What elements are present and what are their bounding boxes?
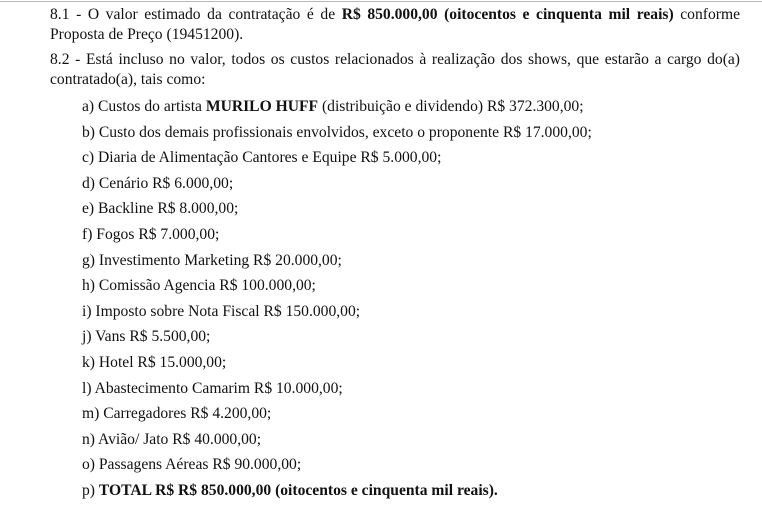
cost-item-a-suffix: (distribuição e dividendo) R$ 372.300,00; <box>318 98 584 115</box>
cost-item-e: e) Backline R$ 8.000,00; <box>82 200 239 218</box>
document-body <box>50 3 740 507</box>
cost-item-l: l) Abastecimento Camarim R$ 10.000,00; <box>82 379 343 397</box>
cost-item-a-prefix: a) Custos do artista <box>82 98 206 115</box>
cost-item-j: j) Vans R$ 5.500,00; <box>82 328 211 346</box>
cost-item-n: n) Avião/ Jato R$ 40.000,00; <box>82 430 262 448</box>
artist-name: MURILO HUFF <box>205 98 319 115</box>
clause-8-1 <box>50 5 740 44</box>
cost-item-b: b) Custo dos demais profissionais envolvidos, exceto o proponente R$ 17.000,00; <box>82 123 592 141</box>
cost-item-k: k) Hotel R$ 15.000,00; <box>82 353 227 371</box>
cost-item-m: m) Carregadores R$ 4.200,00; <box>82 405 272 423</box>
cost-item-a <box>82 97 740 123</box>
cost-item-f: f) Fogos R$ 7.000,00; <box>82 225 220 243</box>
clause-8-1-amount: R$ 850.000,00 (oitocentos e cinquenta mil reais) <box>341 6 674 23</box>
cost-item-o: o) Passagens Aéreas R$ 90.000,00; <box>82 456 302 474</box>
top-divider <box>0 1 762 2</box>
clause-8-1-prefix: 8.1 - O valor estimado da contratação é de <box>50 6 342 23</box>
cost-item-d: d) Cenário R$ 6.000,00; <box>82 174 234 192</box>
cost-item-h: h) Comissão Agencia R$ 100.000,00; <box>82 277 316 295</box>
clause-8-2: 8.2 - Está incluso no valor, todos os custos relacionados à realização dos shows, que estarão a cargo do(a) contratado(a), tais como: <box>50 51 740 88</box>
clause-8-1-suffix: conforme Proposta de Preço (19451200). <box>50 6 740 43</box>
total-amount: TOTAL R$ R$ 850.000,00 (oitocentos e cinquenta mil reais). <box>98 481 498 499</box>
cost-items-list <box>82 97 740 507</box>
cost-item-i: i) Imposto sobre Nota Fiscal R$ 150.000,00; <box>82 302 361 320</box>
cost-item-c: c) Diaria de Alimentação Cantores e Equipe R$ 5.000,00; <box>82 149 442 167</box>
cost-item-p-total <box>82 481 740 507</box>
cost-item-g: g) Investimento Marketing R$ 20.000,00; <box>82 251 342 269</box>
cost-item-p-prefix: p) <box>82 481 99 499</box>
